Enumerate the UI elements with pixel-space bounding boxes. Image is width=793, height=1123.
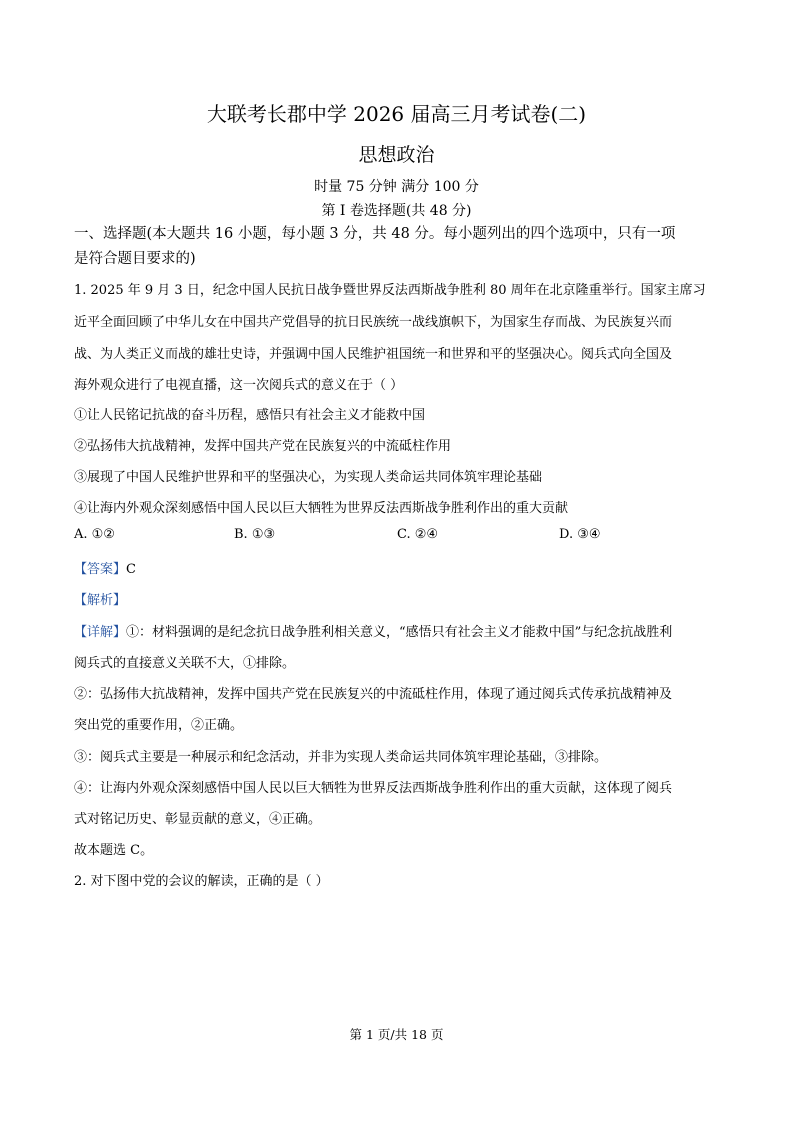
answer-tag: 【答案】 — [74, 562, 127, 577]
time-score-line: 时量 75 分钟 满分 100 分 — [314, 179, 479, 195]
q1-statement-4: ④让海内外观众深刻感悟中国人民以巨大牺牲为世界反法西斯战争胜利作出的重大贡献 — [74, 501, 569, 516]
subject-title: 思想政治 — [358, 144, 435, 166]
q1-option-c: C. ②④ — [397, 527, 439, 542]
q1-stem-line-1: 1. 2025 年 9 月 3 日，纪念中国人民抗日战争暨世界反法西斯战争胜利 80 周年在北京隆重举行。国家主席习 — [74, 283, 706, 298]
q1-detail-line-4: 突出党的重要作用，②正确。 — [74, 718, 244, 733]
q2-stem: 2. 对下图中党的会议的解读，正确的是（ ） — [74, 874, 329, 889]
analysis-tag: 【解析】 — [74, 593, 127, 608]
q1-statement-1: ①让人民铭记抗战的奋斗历程，感悟只有社会主义才能救中国 — [74, 408, 426, 423]
q1-answer-line — [74, 558, 136, 577]
q1-detail-line-2: 阅兵式的直接意义关联不大，①排除。 — [74, 656, 296, 671]
q1-detail-line-7: 式对铭记历史、彰显贡献的意义，④正确。 — [74, 812, 322, 827]
q1-statement-3: ③展现了中国人民维护世界和平的坚强决心，为实现人类命运共同体筑牢理论基础 — [74, 470, 543, 485]
q1-options — [74, 527, 714, 545]
detail-text-1: ①：材料强调的是纪念抗日战争胜利相关意义，“感悟只有社会主义才能救中国”与纪念抗战胜利 — [126, 625, 673, 640]
q1-detail-line-1 — [74, 621, 672, 640]
detail-tag: 【详解】 — [74, 625, 127, 640]
exam-title: 大联考长郡中学 2026 届高三月考试卷(二) — [206, 102, 587, 126]
q1-option-d: D. ③④ — [559, 527, 601, 542]
q1-analysis-line — [74, 589, 126, 608]
q1-detail-line-8: 故本题选 C。 — [74, 843, 154, 858]
section-instruction-line-2: 是符合题目要求的) — [74, 251, 196, 267]
q1-stem-line-3: 战、为人类正义而战的雄壮史诗，并强调中国人民维护祖国统一和世界和平的坚强决心。阅兵式向全国及 — [74, 347, 673, 362]
q1-stem-line-4: 海外观众进行了电视直播，这一次阅兵式的意义在于（ ） — [74, 378, 404, 393]
q1-option-a: A. ①② — [74, 527, 115, 542]
section-instruction-line-1: 一、选择题(本大题共 16 小题，每小题 3 分，共 48 分。每小题列出的四个选项中，只有一项 — [74, 226, 676, 242]
q1-detail-line-5: ③：阅兵式主要是一种展示和纪念活动，并非为实现人类命运共同体筑牢理论基础，③排除。 — [74, 750, 608, 765]
q1-detail-line-6: ④：让海内外观众深刻感悟中国人民以巨大牺牲为世界反法西斯战争胜利作出的重大贡献，这体现了阅兵 — [74, 781, 673, 796]
answer-value: C — [126, 562, 136, 577]
q1-detail-line-3: ②：弘扬伟大抗战精神，发挥中国共产党在民族复兴的中流砥柱作用，体现了通过阅兵式传承抗战精神及 — [74, 687, 673, 702]
q1-option-b: B. ①③ — [234, 527, 276, 542]
q1-statement-2: ②弘扬伟大抗战精神，发挥中国共产党在民族复兴的中流砥柱作用 — [74, 439, 452, 454]
q1-stem-line-2: 近平全面回顾了中华儿女在中国共产党倡导的抗日民族统一战线旗帜下，为国家生存而战、为民族复兴而 — [74, 315, 673, 330]
page-footer: 第 1 页/共 18 页 — [349, 1027, 444, 1042]
volume-heading: 第 I 卷选择题(共 48 分) — [321, 203, 472, 219]
